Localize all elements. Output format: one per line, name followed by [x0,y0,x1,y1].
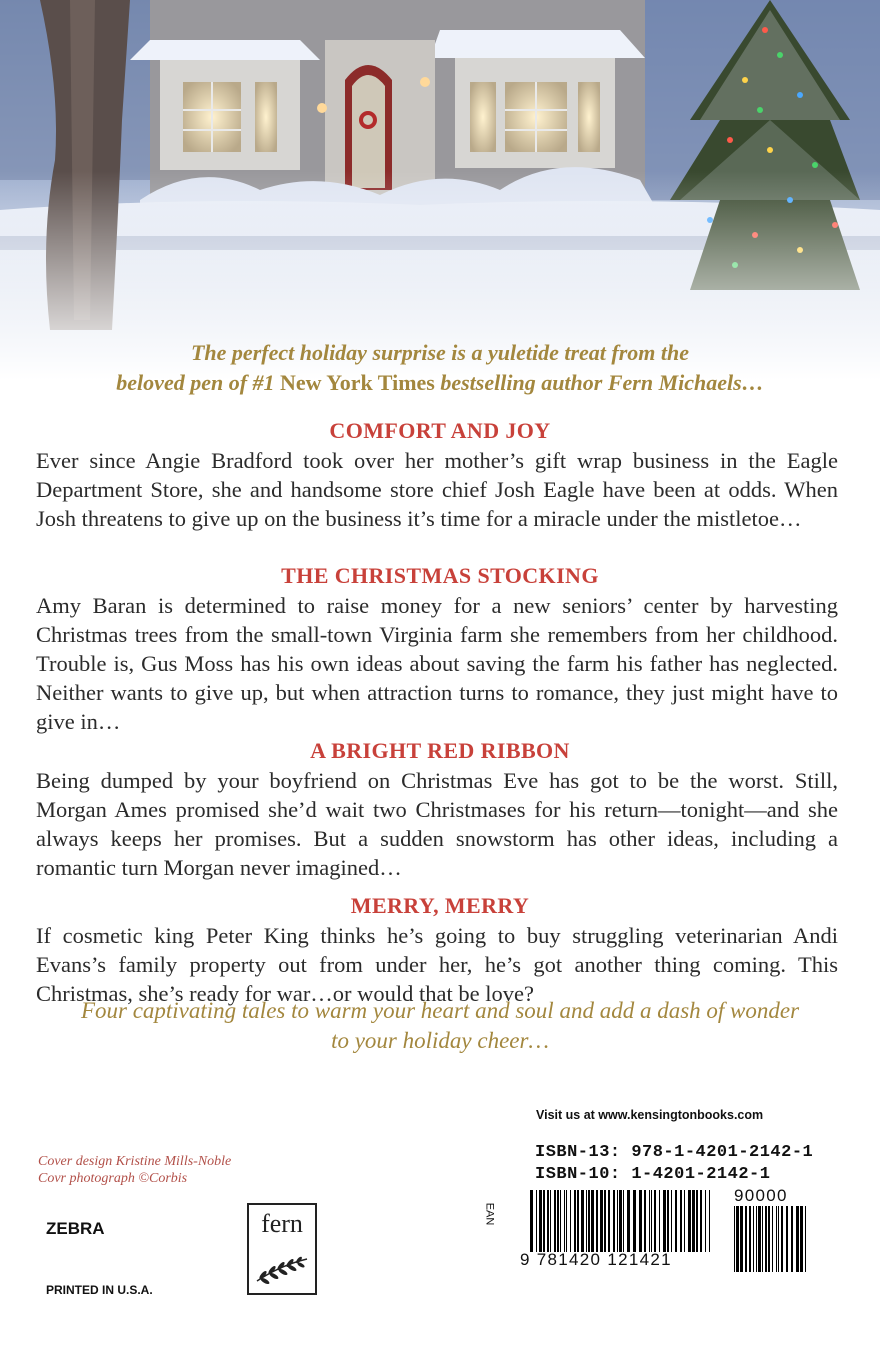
publisher-website: Visit us at www.kensingtonbooks.com [536,1108,764,1122]
tagline-nyt: New York Times [280,370,435,395]
tagline [20,338,860,398]
isbn-13: ISBN-13: 978-1-4201-2142-1 [535,1143,814,1162]
story-text-comfort-and-joy [36,446,838,533]
ean-barcode [528,1190,713,1254]
story-paragraph: Ever since Angie Bradford took over her mother’s gift wrap business in the Eagle Department Store, she and handsome store chief Josh Eagle have been at odds. When Josh threatens to give up on the business it’s time for a miracle under the mistletoe… [36,448,838,531]
fern-leaf-icon [253,1247,311,1289]
tagline-line-2-start: beloved pen of #1 [116,370,281,395]
tagline-line-2 [20,368,860,398]
story-paragraph: If cosmetic king Peter King thinks he’s going to buy struggling veterinarian Andi Evans’s family property out from under her, he’s got another thing coming. This Christmas, she’s ready for war…or would that be love? [36,923,838,1006]
tagline-line-2-end: bestselling author Fern Michaels… [434,370,764,395]
fern-logo-text: fern [261,1209,303,1238]
tagline-line-1: The perfect holiday surprise is a yuletide treat from the [190,340,690,365]
closing-line-1: Four captivating tales to warm your heart and soul and add a dash of wonder [80,998,800,1023]
story-text-merry-merry [36,921,838,1008]
imprint-logo: ZEBRA [46,1219,105,1238]
closing-tagline [20,996,860,1056]
story-title-christmas-stocking: THE CHRISTMAS STOCKING [281,563,599,588]
story-title-bright-red-ribbon: A BRIGHT RED RIBBON [310,738,570,763]
ean-label: EAN [483,1202,496,1226]
fern-logo [247,1203,317,1295]
addon-barcode [732,1206,812,1272]
cover-design-credit: Cover design Kristine Mills-Noble [38,1154,232,1169]
cover-photo-credit: Covr photograph ©Corbis [38,1171,188,1186]
story-text-bright-red-ribbon [36,766,838,882]
isbn-10: ISBN-10: 1-4201-2142-1 [535,1165,771,1184]
closing-line-2: to your holiday cheer… [331,1028,549,1053]
story-title-merry-merry: MERRY, MERRY [350,893,530,918]
story-paragraph: Amy Baran is determined to raise money for a new seniors’ center by harvesting Christmas trees from the small-town Virginia farm she remembers from her childhood. Trouble is, Gus Moss has his own ideas about saving the farm his father has neglected. Neither wants to give up, but when attraction turns to romance, they just might have to give in… [36,593,838,734]
printed-in: PRINTED IN U.S.A. [46,1283,153,1297]
story-title-comfort-and-joy: COMFORT AND JOY [329,418,551,443]
barcode-digits: 9 781420 121421 [520,1250,672,1269]
cover-photo-winter-house [0,0,880,380]
addon-digits: 90000 [734,1186,788,1205]
story-paragraph: Being dumped by your boyfriend on Christmas Eve has got to be the worst. Still, Morgan Ames promised she’d wait two Christmases for his return—tonight—and she always keeps her promises. But a sudden snowstorm has other ideas, including a romantic turn Morgan never imagined… [36,768,838,880]
story-text-christmas-stocking [36,591,838,736]
cover-credits [38,1153,231,1187]
